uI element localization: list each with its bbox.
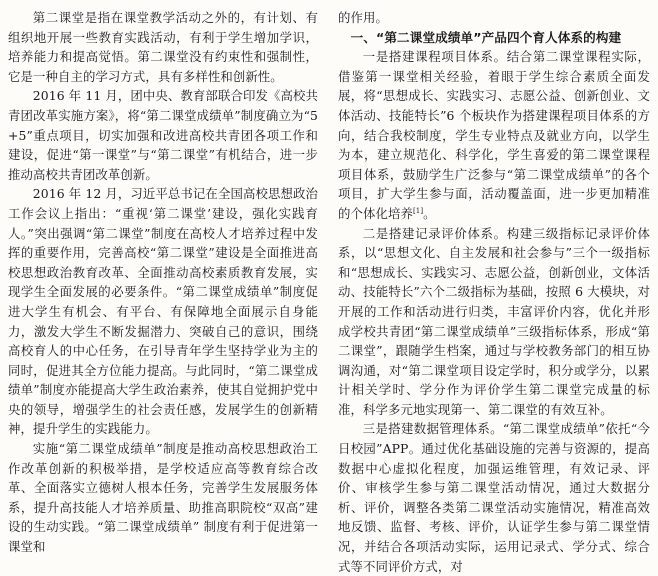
paragraph-continuation: 的作用。: [338, 10, 388, 25]
paragraph-2016-november: 2016 年 11 月，团中央、教育部联合印发《高校共青团改革实施方案》，将“第二课堂成绩单”制度确立为“5+5”重点项目，切实加强和改进高校共青团各项工作和建设，促进“第一课堂”与“第二课堂”有机结合，进一步推动高校共青团改革创新。: [8, 88, 318, 182]
section-heading: 一、“第二课堂成绩单”产品四个育人体系的构建: [350, 29, 622, 45]
paragraph-course-system-text: 一是搭建课程项目体系。结合第二课堂课程实际，借鉴第一课堂相关经验，着眼于学生综合素质全面发展，将“思想成长、实践实习、志愿公益、创新创业、文体活动、技能特长”6 个板块作为搭建课程项目体系的方向，结合我校制度，学生专业特点及就业方向，以学生为本，建立规范化、科学化，学生喜爱的第二课堂课程项目体系，鼓励学生广泛参与“第二课堂成绩单”的各个项目，扩大学生参与面，活动覆盖面，进一步更加精准的个体化培养: [338, 49, 650, 221]
paragraph-second-classroom-definition: 第二课堂是指在课堂教学活动之外的，有计划、有组织地开展一些教育实践活动，有利于学生增加学识，培养能力和提高觉悟。第二课堂没有约束性和强制性，它是一种自主的学习方式，具有多样性和创新性。: [8, 10, 318, 84]
citation-mark: [1]: [412, 206, 424, 215]
paragraph-implementation: 实施“第二课堂成绩单”制度是推动高校思想政治工作改革创新的积极举措，是学校适应高等教育综合改革、全面落实立德树人根本任务，完善学生发展服务体系，提升高技能人才培养质量、助推高职院校“双高”建设的生动实践。“第二课堂成绩单” 制度有利于促进第一课堂和: [8, 441, 318, 555]
paragraph-evaluation-system: 二是搭建记录评价体系。构建三级指标记录评价体系，以“思想文化、自主发展和社会参与”三个一级指标和“思想成长、实践实习、志愿公益，创新创业，文体活动、技能特长”六个二级指标为基础，按照 6 大模块，对开展的工作和活动进行归类，丰富评价内容，优化并形成学校共青团“第二课堂成绩单”三级指标体系，形成“第二课堂”，跟随学生档案，通过与学校教务部门的相互协调沟通，对“第二课堂项目设定学时，积分或学分，以累计相关学时、学分作为评价学生第二课堂完成量的标准，科学多元地实现第一、第二课堂的有效互补。: [338, 225, 650, 417]
paragraph-course-system: 一是搭建课程项目体系。结合第二课堂课程实际，借鉴第一课堂相关经验，着眼于学生综合素质全面发展，将“思想成长、实践实习、志愿公益、创新创业、文体活动、技能特长”6 个板块作为搭建课程项目体系的方向，结合我校制度，学生专业特点及就业方向，以学生为本，建立规范化、科学化，学生喜爱的第二课堂课程项目体系，鼓励学生广泛参与“第二课堂成绩单”的各个项目，扩大学生参与面，活动覆盖面，进一步更加精准的个体化培养[1]。: [338, 49, 650, 221]
left-column: [8, 8, 318, 555]
right-column: [338, 8, 650, 574]
paragraph-2016-december: 2016 年 12 月，习近平总书记在全国高校思想政治工作会议上指出：“重视‘第二课堂’建设，强化实践育人。”突出强调“第二课堂”制度在高校人才培养过程中发挥的重要作用，完善高校“第二课堂”建设是全面推进高校思想政治教育改革、全面推动高校素质教育发展，实现学生全面发展的必要条件。“第二课堂成绩单”制度促进大学生有机会、有平台、有保障地全面展示自身能力，激发大学生不断发掘潜力、突破自己的意识，围绕高校育人的中心任务，在引导青年学生坚持学业为主的同时，促进其全方位能力提高。与此同时，“第二课堂成绩单”制度亦能提高大学生政治素养，使其自觉拥护党中央的领导，增强学生的社会责任感，发展学生的创新精神，提升学生的实践能力。: [8, 186, 318, 437]
paragraph-data-system: 三是搭建数据管理体系。“第二课堂成绩单”依托“今日校园”APP。通过优化基础设施的完善与资源的，提高数据中心虚拟化程度，加强运维管理，有效记录、评价、审核学生参与第二课堂活动情况，通过大数据分析、评价，调整各类第二课堂活动实施情况，精准高效地反馈、监督、考核、评价，认证学生参与第二课堂情况，并结合各项活动实际，运用记录式、学分式、综合式等不同评价方式，对: [338, 421, 650, 574]
